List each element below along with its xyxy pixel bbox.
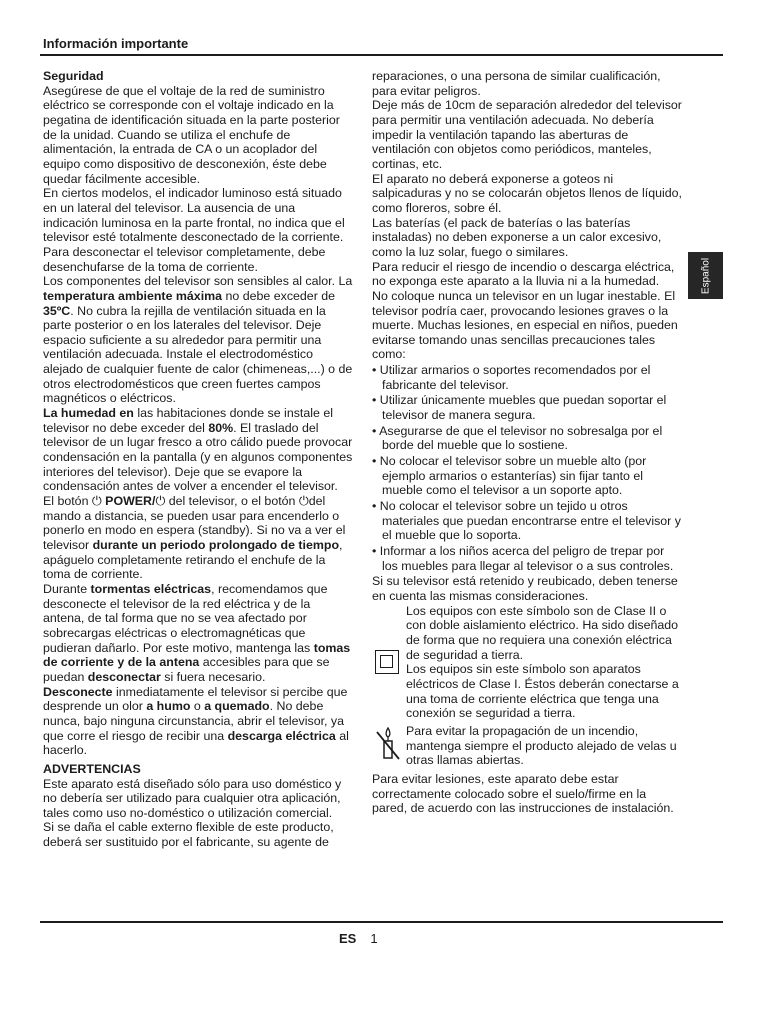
paragraph: Si su televisor está retenido y reubicado, deben tenerse en cuenta las mismas consideraciones. bbox=[372, 574, 678, 603]
page-header: Información importante bbox=[43, 36, 189, 51]
paragraph: Este aparato está diseñado sólo para uso doméstico y no debería ser utilizado para cualquier otra aplicación, tales como uso no-doméstico o utilización comercial. bbox=[43, 776, 342, 820]
paragraph: En ciertos modelos, el indicador luminoso está situado en un lateral del televisor. La ausencia de una indicación luminosa en la parte frontal, no indica que el televisor esté totalmente desconectado de la corriente. Para desconectar el televisor completamente, debe desenchufarse de la toma de corriente. bbox=[43, 186, 345, 274]
footer-lang: ES bbox=[339, 931, 357, 946]
header-rule bbox=[40, 54, 723, 56]
advertencias-heading: ADVERTENCIAS bbox=[43, 761, 141, 776]
paragraph: Desconecte inmediatamente el televisor si percibe que desprende un olor a humo o a quemado. No debe nunca, bajo ninguna circunstancia, abrir el televisor, ya que corre el riesgo de recibir una descarga eléctrica al hacerlo. bbox=[43, 684, 349, 758]
bullet-item: • No colocar el televisor sobre un mueble alto (por ejemplo armarios o estanterías) sin fijar tanto el mueble como el televisor a un soporte apto. bbox=[372, 454, 682, 498]
paragraph: reparaciones, o una persona de similar cualificación, para evitar peligros. bbox=[372, 69, 661, 98]
paragraph: Si se daña el cable externo flexible de este producto, deberá ser sustituido por el fabricante, su agente de bbox=[43, 820, 334, 850]
candle-warning-block bbox=[372, 724, 682, 768]
power-icon: ⏻ bbox=[155, 494, 166, 509]
paragraph: Asegúrese de que el voltaje de la red de suministro eléctrico se corresponde con el voltaje indicado en la pegatina de identificación situada en la parte posterior de la unidad. Cuando se utiliza el enchufe de alimentación, la entrada de CA o un acoplador del equipo como dispositivo de desconexión, éste debe quedar fácilmente accesible. bbox=[43, 83, 340, 186]
paragraph: Durante tormentas eléctricas, recomendamos que desconecte el televisor de la red eléctrica y de la antena, de tal forma que no se vea afectado por sobrecargas eléctricas o electromagnéticas que pudieran dañarlo. Por este motivo, mantenga las tomas de corriente y de la antena accesibles para que se puedan desconectar si fuera necesario. bbox=[43, 581, 351, 684]
left-column bbox=[43, 69, 353, 850]
page-footer bbox=[339, 931, 378, 946]
paragraph: Para evitar lesiones, este aparato debe estar correctamente colocado sobre el suelo/firme en la pared, de acuerdo con las instrucciones de instalación. bbox=[372, 771, 674, 816]
class-symbol-block bbox=[372, 604, 682, 721]
bullet-item: • No colocar el televisor sobre un tejido u otros materiales que puedan encontrarse entre el televisor y el mueble que lo soporta. bbox=[372, 499, 682, 543]
power-icon: ⏻ bbox=[91, 494, 102, 509]
paragraph: Deje más de 10cm de separación alrededor del televisor para permitir una ventilación adecuada. No debería impedir la ventilación tapando las aberturas de ventilación con objetos como periódicos, manteles, cortinas, etc. bbox=[372, 98, 682, 171]
seguridad-heading: Seguridad bbox=[43, 69, 104, 83]
paragraph: Las baterías (el pack de baterías o las baterías instaladas) no deben exponerse a un calor excesivo, como la luz solar, fuego o similares. bbox=[372, 215, 662, 259]
paragraph: Para reducir el riesgo de incendio o descarga eléctrica, no exponga este aparato a la lluvia ni a la humedad. bbox=[372, 259, 675, 289]
page-number: 1 bbox=[370, 931, 378, 946]
bullet-item: • Asegurarse de que el televisor no sobresalga por el borde del mueble que lo sostiene. bbox=[372, 424, 682, 453]
paragraph: El aparato no deberá exponerse a goteos ni salpicaduras y no se colocarán objetos llenos de líquido, como floreros, sobre él. bbox=[372, 171, 682, 215]
right-column bbox=[372, 69, 682, 816]
no-candle-icon bbox=[374, 726, 402, 762]
paragraph: No coloque nunca un televisor en un lugar inestable. El televisor podría caer, provocando lesiones graves o la muerte. Muchas lesiones, en especial en niños, pueden evitarse tomando unas sencillas precauciones tales como: bbox=[372, 288, 678, 362]
double-insulation-icon bbox=[375, 650, 399, 674]
bullet-item: • Informar a los niños acerca del peligro de trepar por los muebles para llegar al televisor o a sus controles. bbox=[372, 544, 682, 573]
bullet-item: • Utilizar armarios o soportes recomendados por el fabricante del televisor. bbox=[372, 363, 682, 392]
footer-rule bbox=[40, 921, 723, 923]
language-tab-label: Español bbox=[700, 257, 711, 294]
paragraph: Los equipos sin este símbolo son aparatos eléctricos de Clase I. Éstos deberán conectarse a una toma de corriente eléctrica que tenga una conexión se seguridad a tierra. bbox=[406, 662, 679, 721]
power-icon: ⏻ bbox=[298, 494, 309, 509]
paragraph: Los equipos con este símbolo son de Clase II o con doble aislamiento eléctrico. Ha sido diseñado de forma que no requiera una conexión eléctrica de seguridad a tierra. bbox=[406, 603, 679, 662]
language-tab bbox=[688, 252, 723, 299]
paragraph: Para evitar la propagación de un incendio, mantenga siempre el producto alejado de velas u otras llamas abiertas. bbox=[406, 723, 677, 768]
paragraph: La humedad en las habitaciones donde se instale el televisor no debe exceder del 80%. El traslado del televisor de un lugar fresco a otro cálido puede provocar condensación en la pantalla (y en algunos componentes interiores del televisor). Deje que se evapore la condensación antes de volver a encender el televisor. bbox=[43, 406, 353, 494]
bullet-item: • Utilizar únicamente muebles que puedan soportar el televisor de manera segura. bbox=[372, 393, 682, 422]
paragraph: Los componentes del televisor son sensibles al calor. La temperatura ambiente máxima no debe exceder de 35ºC. No cubra la rejilla de ventilación situada en la parte posterior o en los laterales del televisor. Deje espacio suficiente a su alrededor para permitir una ventilación adecuada. Instale el electrodoméstico alejado de cualquier fuente de calor (chimeneas,...) o de otros electrodomésticos que creen fuertes campos magnéticos o eléctricos. bbox=[43, 274, 353, 406]
paragraph: El botón ⏻ POWER/⏻ del televisor, o el botón ⏻del mando a distancia, se pueden usar para encenderlo o ponerlo en modo en espera (standby). Si no va a ver el televisor durante un periodo prolongado de tiempo, apáguelo completamente retirando el enchufe de la toma de corriente. bbox=[43, 494, 346, 582]
